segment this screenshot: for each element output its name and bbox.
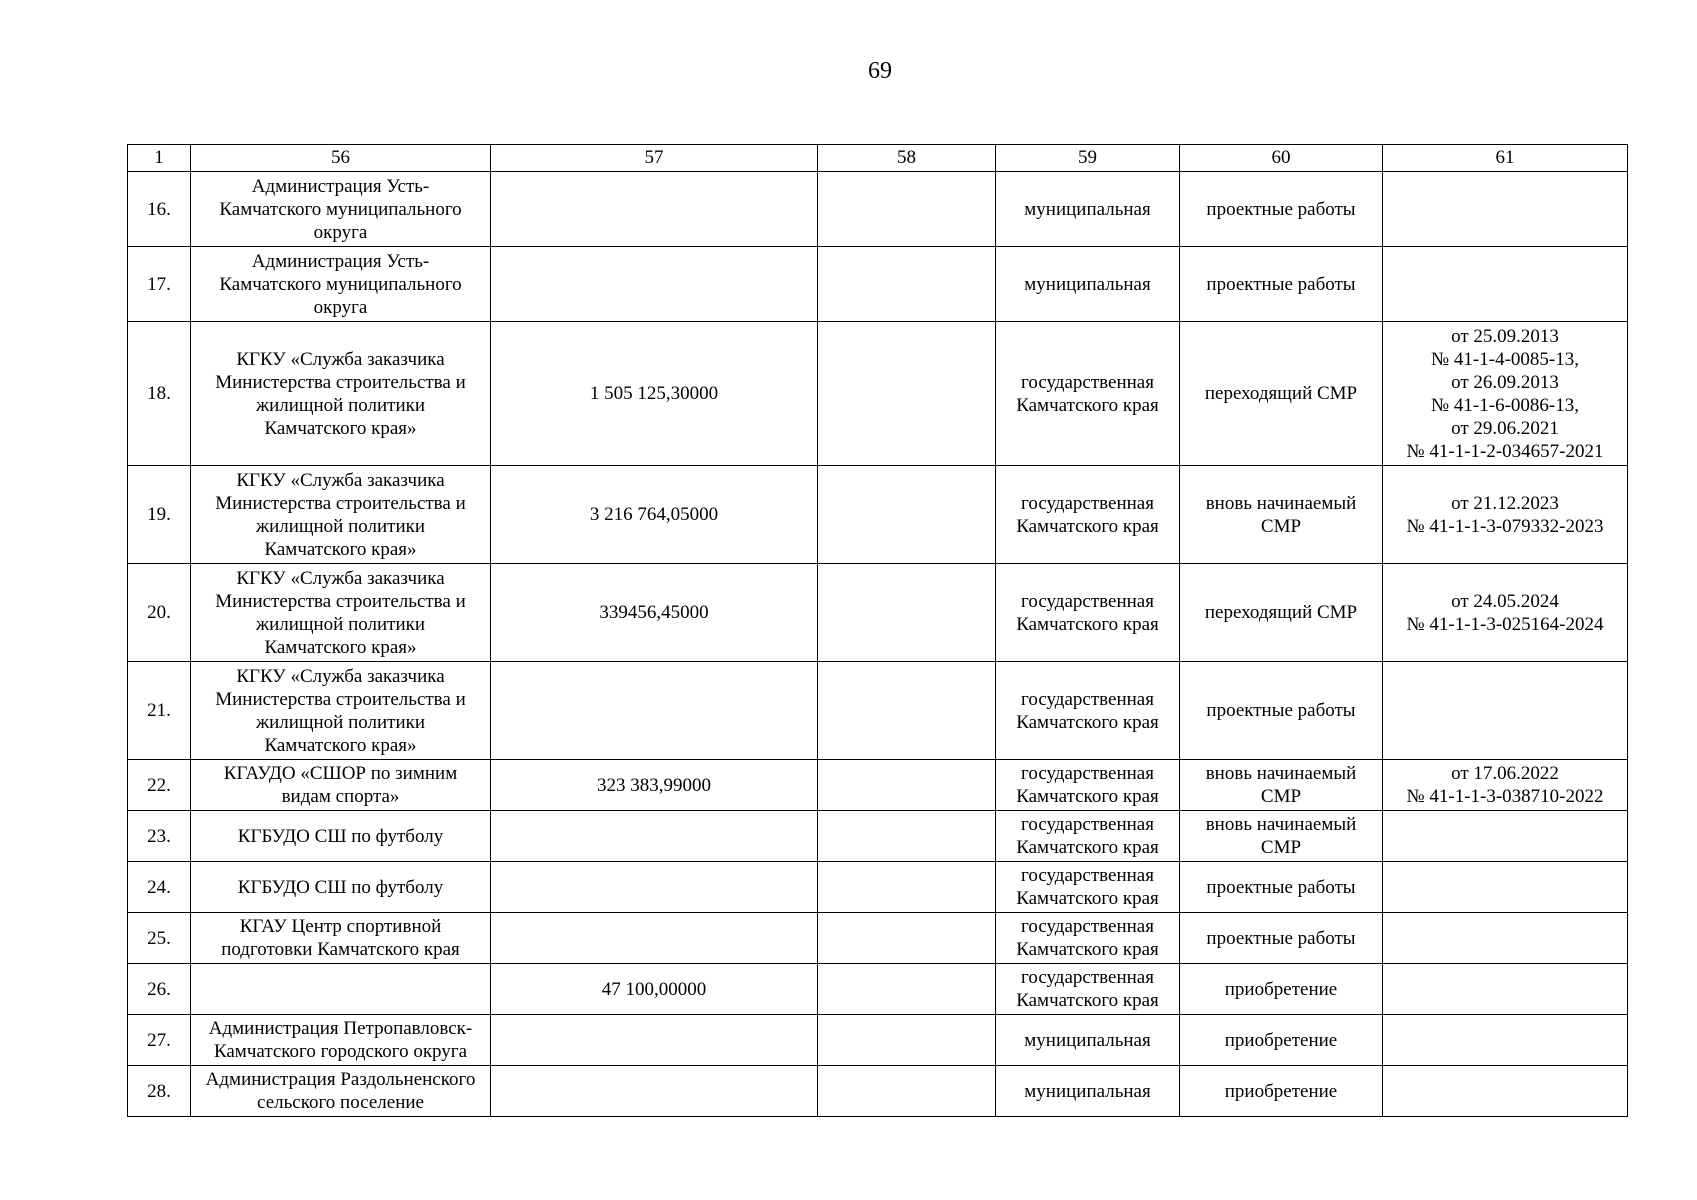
- cell-ownership-line: Камчатского края: [1016, 939, 1159, 960]
- cell-organization: [191, 172, 491, 247]
- row-number: 16.: [128, 172, 191, 247]
- cell-documents: [1383, 564, 1628, 662]
- cell-organization-line: КГБУДО СШ по футболу: [237, 876, 444, 898]
- table-row: [128, 964, 1628, 1015]
- cell-organization: [191, 760, 491, 811]
- cell-ownership-line: государственная: [1021, 371, 1154, 393]
- cell-organization-line: жилищной политики: [255, 515, 426, 537]
- cell-work-type: [1180, 466, 1383, 564]
- cell-work-type-line: СМР: [1260, 786, 1302, 807]
- header-col-61: 61: [1383, 145, 1628, 172]
- table-row: [128, 322, 1628, 466]
- cell-organization-line: Министерства строительства и: [215, 688, 466, 710]
- cell-documents-line: от 25.09.2013: [1451, 325, 1559, 347]
- cell-organization-line: сельского поселение: [257, 1092, 424, 1113]
- cell-col-58: [818, 172, 996, 247]
- cell-amount: 1 505 125,30000: [491, 322, 818, 466]
- cell-organization: [191, 1066, 491, 1117]
- row-number: 21.: [128, 662, 191, 760]
- cell-documents: [1383, 913, 1628, 964]
- cell-ownership: [996, 760, 1180, 811]
- cell-amount: [491, 862, 818, 913]
- cell-organization-line: Камчатского муниципального: [219, 198, 462, 220]
- cell-organization-line: Камчатского муниципального: [219, 273, 462, 295]
- cell-organization: [191, 247, 491, 322]
- header-col-57: 57: [491, 145, 818, 172]
- table-body: [128, 172, 1628, 1117]
- cell-organization: [191, 862, 491, 913]
- cell-documents: [1383, 1066, 1628, 1117]
- header-row: [128, 145, 1628, 172]
- cell-ownership: [996, 564, 1180, 662]
- data-table: [127, 144, 1628, 1117]
- cell-work-type-line: вновь начинаемый: [1205, 492, 1357, 514]
- cell-organization-line: жилищной политики: [255, 613, 426, 635]
- cell-documents-line: № 41-1-1-2-034657-2021: [1406, 440, 1604, 462]
- cell-ownership: [996, 811, 1180, 862]
- cell-work-type-line: вновь начинаемый: [1205, 763, 1357, 784]
- cell-documents-line: № 41-1-4-0085-13,: [1431, 348, 1579, 370]
- cell-documents-line: № 41-1-1-3-079332-2023: [1406, 515, 1604, 537]
- cell-organization-line: Камчатского края»: [264, 734, 417, 756]
- cell-amount: 339456,45000: [491, 564, 818, 662]
- cell-organization-line: Камчатского городского округа: [213, 1041, 468, 1062]
- cell-organization: [191, 913, 491, 964]
- cell-ownership-line: государственная: [1021, 865, 1154, 886]
- cell-work-type-line: проектные работы: [1206, 927, 1356, 949]
- cell-organization-line: КГКУ «Служба заказчика: [236, 567, 445, 589]
- table-row: [128, 1066, 1628, 1117]
- cell-col-58: [818, 760, 996, 811]
- cell-amount: [491, 1066, 818, 1117]
- cell-organization-line: Министерства строительства и: [215, 590, 466, 612]
- cell-amount: [491, 247, 818, 322]
- cell-organization-line: видам спорта»: [281, 786, 400, 807]
- cell-ownership-line: муниципальная: [1024, 198, 1151, 220]
- cell-documents-line: от 29.06.2021: [1451, 417, 1559, 439]
- cell-ownership: [996, 1015, 1180, 1066]
- cell-ownership: [996, 247, 1180, 322]
- cell-col-58: [818, 913, 996, 964]
- table-row: [128, 862, 1628, 913]
- row-number: 22.: [128, 760, 191, 811]
- cell-documents: [1383, 964, 1628, 1015]
- cell-work-type-line: проектные работы: [1206, 198, 1356, 220]
- cell-ownership: [996, 172, 1180, 247]
- cell-work-type-line: проектные работы: [1206, 273, 1356, 295]
- cell-ownership: [996, 1066, 1180, 1117]
- cell-ownership-line: государственная: [1021, 916, 1154, 937]
- cell-amount: [491, 1015, 818, 1066]
- cell-ownership-line: государственная: [1021, 688, 1154, 710]
- cell-documents: [1383, 172, 1628, 247]
- cell-work-type-line: переходящий СМР: [1204, 383, 1358, 404]
- cell-documents-line: от 26.09.2013: [1451, 371, 1559, 393]
- cell-col-58: [818, 1015, 996, 1066]
- cell-documents-line: № 41-1-6-0086-13,: [1431, 394, 1579, 416]
- cell-work-type-line: приобретение: [1224, 978, 1338, 1000]
- cell-work-type-line: СМР: [1260, 515, 1302, 537]
- cell-documents: [1383, 862, 1628, 913]
- cell-documents: [1383, 1015, 1628, 1066]
- cell-organization-line: подготовки Камчатского края: [221, 939, 460, 960]
- cell-ownership-line: Камчатского края: [1016, 990, 1159, 1011]
- cell-col-58: [818, 662, 996, 760]
- cell-organization-line: Администрация Петропавловск-: [208, 1018, 473, 1039]
- cell-organization: [191, 1015, 491, 1066]
- table-row: [128, 564, 1628, 662]
- cell-documents-line: от 24.05.2024: [1451, 590, 1559, 612]
- cell-work-type: [1180, 1015, 1383, 1066]
- header-col-60: 60: [1180, 145, 1383, 172]
- cell-organization-line: КГКУ «Служба заказчика: [236, 348, 445, 370]
- cell-organization-line: КГКУ «Служба заказчика: [236, 665, 445, 687]
- cell-ownership-line: муниципальная: [1024, 1029, 1151, 1051]
- header-col-56: 56: [191, 145, 491, 172]
- cell-organization-line: Министерства строительства и: [215, 492, 466, 514]
- cell-documents-line: № 41-1-1-3-025164-2024: [1406, 613, 1604, 635]
- cell-ownership-line: государственная: [1021, 967, 1154, 988]
- table-row: [128, 760, 1628, 811]
- cell-ownership: [996, 913, 1180, 964]
- table-row: [128, 662, 1628, 760]
- cell-amount: [491, 811, 818, 862]
- cell-work-type-line: СМР: [1260, 837, 1302, 858]
- cell-organization-line: жилищной политики: [255, 394, 426, 416]
- cell-ownership-line: Камчатского края: [1016, 888, 1159, 909]
- cell-documents: [1383, 760, 1628, 811]
- row-number: 26.: [128, 964, 191, 1015]
- cell-work-type-line: приобретение: [1224, 1029, 1338, 1051]
- header-col-59: 59: [996, 145, 1180, 172]
- cell-organization: [191, 811, 491, 862]
- cell-documents: [1383, 322, 1628, 466]
- cell-ownership-line: государственная: [1021, 763, 1154, 784]
- cell-documents: [1383, 811, 1628, 862]
- page-number: 69: [868, 58, 892, 84]
- cell-col-58: [818, 247, 996, 322]
- row-number: 17.: [128, 247, 191, 322]
- cell-organization-line: округа: [313, 221, 368, 243]
- cell-work-type-line: проектные работы: [1206, 700, 1356, 721]
- cell-amount: 47 100,00000: [491, 964, 818, 1015]
- row-number: 27.: [128, 1015, 191, 1066]
- cell-ownership-line: Камчатского края: [1016, 837, 1159, 858]
- cell-amount: [491, 662, 818, 760]
- cell-organization-line: КГАУ Центр спортивной: [239, 916, 442, 937]
- cell-col-58: [818, 1066, 996, 1117]
- cell-organization-line: жилищной политики: [255, 711, 426, 733]
- cell-col-58: [818, 811, 996, 862]
- cell-organization-line: Министерства строительства и: [215, 371, 466, 393]
- row-number: 23.: [128, 811, 191, 862]
- cell-col-58: [818, 322, 996, 466]
- row-number: 19.: [128, 466, 191, 564]
- cell-documents: [1383, 466, 1628, 564]
- cell-organization-line: округа: [313, 296, 368, 318]
- cell-documents-line: от 17.06.2022: [1451, 763, 1559, 784]
- cell-ownership-line: Камчатского края: [1016, 515, 1159, 537]
- cell-amount: 3 216 764,05000: [491, 466, 818, 564]
- cell-work-type: [1180, 862, 1383, 913]
- cell-ownership-line: муниципальная: [1024, 273, 1151, 295]
- cell-work-type-line: вновь начинаемый: [1205, 814, 1357, 835]
- cell-work-type: [1180, 811, 1383, 862]
- cell-documents: [1383, 247, 1628, 322]
- cell-amount: [491, 913, 818, 964]
- cell-organization: [191, 466, 491, 564]
- cell-organization-line: Камчатского края»: [264, 636, 417, 658]
- cell-amount: 323 383,99000: [491, 760, 818, 811]
- cell-work-type: [1180, 172, 1383, 247]
- cell-ownership: [996, 964, 1180, 1015]
- row-number: 20.: [128, 564, 191, 662]
- cell-organization-line: Камчатского края»: [264, 538, 417, 560]
- cell-organization: [191, 564, 491, 662]
- cell-ownership: [996, 662, 1180, 760]
- table-row: [128, 811, 1628, 862]
- cell-organization-line: КГКУ «Служба заказчика: [236, 469, 445, 491]
- cell-ownership-line: муниципальная: [1024, 1080, 1151, 1102]
- row-number: 28.: [128, 1066, 191, 1117]
- table-row: [128, 172, 1628, 247]
- cell-ownership-line: Камчатского края: [1016, 786, 1159, 807]
- cell-col-58: [818, 564, 996, 662]
- cell-ownership-line: государственная: [1021, 814, 1154, 835]
- cell-organization-line: Администрация Раздольненского: [205, 1069, 476, 1090]
- cell-organization-line: Камчатского края»: [264, 417, 417, 439]
- cell-documents-line: № 41-1-1-3-038710-2022: [1406, 786, 1604, 807]
- cell-ownership-line: государственная: [1021, 492, 1154, 514]
- cell-work-type: [1180, 564, 1383, 662]
- cell-organization-line: КГАУДО «СШОР по зимним: [223, 763, 458, 784]
- cell-work-type: [1180, 247, 1383, 322]
- cell-work-type-line: приобретение: [1224, 1080, 1338, 1102]
- row-number: 24.: [128, 862, 191, 913]
- cell-col-58: [818, 964, 996, 1015]
- cell-organization-line: Администрация Усть-: [251, 250, 430, 272]
- cell-ownership: [996, 466, 1180, 564]
- cell-organization: [191, 662, 491, 760]
- cell-work-type: [1180, 964, 1383, 1015]
- cell-work-type: [1180, 913, 1383, 964]
- row-number: 25.: [128, 913, 191, 964]
- cell-work-type: [1180, 662, 1383, 760]
- table-row: [128, 1015, 1628, 1066]
- cell-work-type: [1180, 760, 1383, 811]
- cell-work-type-line: проектные работы: [1206, 876, 1356, 898]
- cell-work-type: [1180, 1066, 1383, 1117]
- cell-col-58: [818, 862, 996, 913]
- cell-documents-line: от 21.12.2023: [1451, 492, 1559, 514]
- cell-col-58: [818, 466, 996, 564]
- cell-ownership-line: Камчатского края: [1016, 711, 1159, 733]
- cell-ownership: [996, 862, 1180, 913]
- cell-ownership-line: Камчатского края: [1016, 613, 1159, 635]
- cell-work-type: [1180, 322, 1383, 466]
- table-row: [128, 247, 1628, 322]
- cell-amount: [491, 172, 818, 247]
- row-number: 18.: [128, 322, 191, 466]
- table-row: [128, 913, 1628, 964]
- table-row: [128, 466, 1628, 564]
- cell-documents: [1383, 662, 1628, 760]
- cell-ownership: [996, 322, 1180, 466]
- cell-ownership-line: государственная: [1021, 590, 1154, 612]
- cell-organization: [191, 964, 491, 1015]
- cell-organization-line: Администрация Усть-: [251, 175, 430, 197]
- cell-work-type-line: переходящий СМР: [1204, 602, 1358, 623]
- cell-organization: [191, 322, 491, 466]
- header-col-58: 58: [818, 145, 996, 172]
- cell-organization-line: КГБУДО СШ по футболу: [237, 825, 444, 847]
- header-col-1: 1: [128, 145, 191, 172]
- cell-ownership-line: Камчатского края: [1016, 394, 1159, 416]
